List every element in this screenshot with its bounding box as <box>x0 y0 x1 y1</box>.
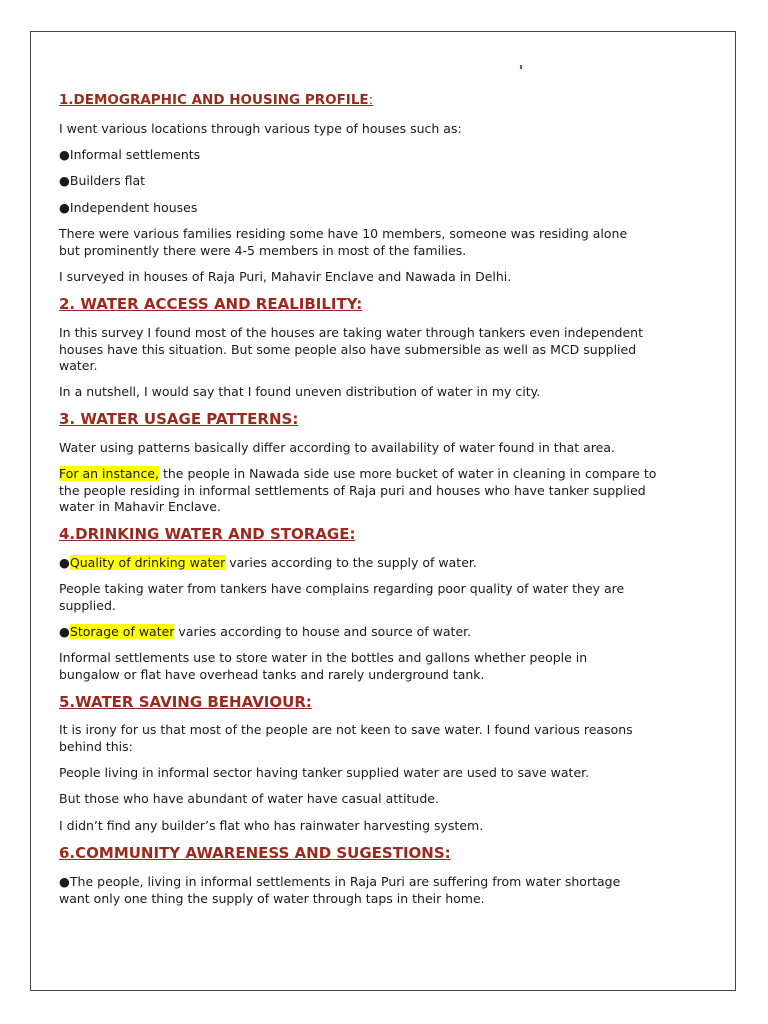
section-3-para-1: Water using patterns basically differ according to availability of water found in that area. <box>59 440 615 455</box>
section-4-para-1: People taking water from tankers have complains regarding poor quality of water they are supplied. <box>59 581 625 613</box>
highlight-instance: For an instance, <box>59 466 159 481</box>
section-6-heading: 6.COMMUNITY AWARENESS AND SUGESTIONS: <box>59 844 451 862</box>
section-5-para-3: But those who have abundant of water have casual attitude. <box>59 791 439 806</box>
bullet-builders-flat: ●Builders flat <box>59 173 146 188</box>
section-5-para-2: People living in informal sector having tanker supplied water are used to save water. <box>59 765 590 780</box>
section-4-heading: 4.DRINKING WATER AND STORAGE: <box>59 525 356 543</box>
highlight-quality: Quality of drinking water <box>69 555 226 570</box>
section-1-para-1: There were various families residing some have 10 members, someone was residing alone but prominently there were 4-5 members in most of the families. <box>59 226 628 258</box>
section-1-intro: I went various locations through various type of houses such as: <box>59 121 462 136</box>
section-1-heading: 1.DEMOGRAPHIC AND HOUSING PROFILE: <box>59 92 374 108</box>
section-5-para-1: It is irony for us that most of the people are not keen to save water. I found various reasons behind this: <box>59 722 633 754</box>
section-1-para-2: I surveyed in houses of Raja Puri, Mahavir Enclave and Nawada in Delhi. <box>59 269 512 284</box>
section-6-bullet-1: ●The people, living in informal settlements in Raja Puri are suffering from water shortage want only one thing the supply of water through taps in their home. <box>59 874 621 906</box>
section-4-para-2: Informal settlements use to store water in the bottles and gallons whether people in bungalow or flat have overhead tanks and rarely underground tank. <box>59 650 588 682</box>
section-2-para-1: In this survey I found most of the houses are taking water through tankers even independent houses have this situation. But some people also have submersible as well as MCD supplied water. <box>59 325 644 373</box>
bullet-quality-drinking-water: ●Quality of drinking water varies according to the supply of water. <box>59 555 477 570</box>
bullet-independent-houses: ●Independent houses <box>59 200 198 215</box>
section-2-para-2: In a nutshell, I would say that I found uneven distribution of water in my city. <box>59 384 541 399</box>
bullet-informal-settlements: ●Informal settlements <box>59 147 201 162</box>
section-2-heading: 2. WATER ACCESS AND REALIBILITY: <box>59 295 363 313</box>
section-5-para-4: I didn’t find any builder’s flat who has rainwater harvesting system. <box>59 818 484 833</box>
section-3-para-2: For an instance, the people in Nawada side use more bucket of water in cleaning in compare to the people residing in informal settlements of Raja puri and houses who have tanker supplied water in Mahavir Enclave. <box>59 466 657 514</box>
section-5-heading: 5.WATER SAVING BEHAVIOUR: <box>59 693 312 711</box>
bullet-storage-of-water: ●Storage of water varies according to house and source of water. <box>59 624 472 639</box>
red-mark <box>520 65 522 69</box>
highlight-storage: Storage of water <box>69 624 175 639</box>
section-3-heading: 3. WATER USAGE PATTERNS: <box>59 410 299 428</box>
